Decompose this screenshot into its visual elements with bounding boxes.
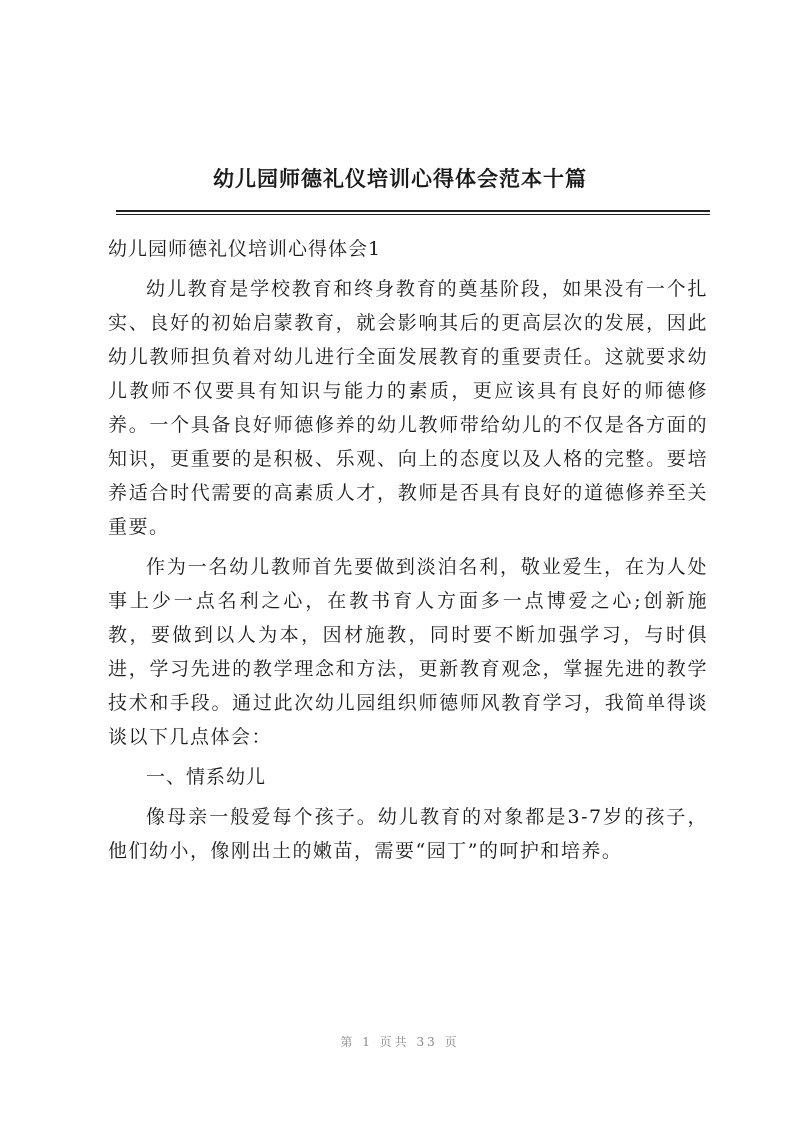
subsection-title: 一、情系幼儿 [146, 766, 267, 788]
document-body [108, 232, 708, 874]
title-divider [116, 210, 710, 215]
document-title: 幼儿园师德礼仪培训心得体会范本十篇 [213, 166, 587, 191]
body-paragraph: 作为一名幼儿教师首先要做到淡泊名利，敬业爱生，在为人处事上少一点名利之心，在教书育人方面多一点博爱之心;创新施教，要做到以人为本，因材施教，同时要不断加强学习，与时俱进，学习先进的教学理念和方法，更新教育观念，掌握先进的教学技术和手段。通过此次幼儿园组织师德师风教育学习，我简单得谈谈以下几点体会： [108, 556, 708, 748]
body-paragraph: 幼儿教育是学校教育和终身教育的奠基阶段，如果没有一个扎实、良好的初始启蒙教育，就会影响其后的更高层次的发展，因此幼儿教师担负着对幼儿进行全面发展教育的重要责任。这就要求幼儿教师不仅要具有知识与能力的素质，更应该具有良好的师德修养。一个具备良好师德修养的幼儿教师带给幼儿的不仅是各方面的知识，更重要的是积极、乐观、向上的态度以及人格的完整。要培养适合时代需要的高素质人才，教师是否具有良好的道德修养至关重要。 [108, 278, 708, 538]
body-paragraph: 像母亲一般爱每个孩子。幼儿教育的对象都是3-7岁的孩子，他们幼小，像刚出土的嫩苗，需要“园丁”的呵护和培养。 [108, 806, 708, 862]
section-heading: 幼儿园师德礼仪培训心得体会1 [108, 238, 382, 260]
page-footer: 第 1 页共 33 页 [340, 1035, 460, 1049]
